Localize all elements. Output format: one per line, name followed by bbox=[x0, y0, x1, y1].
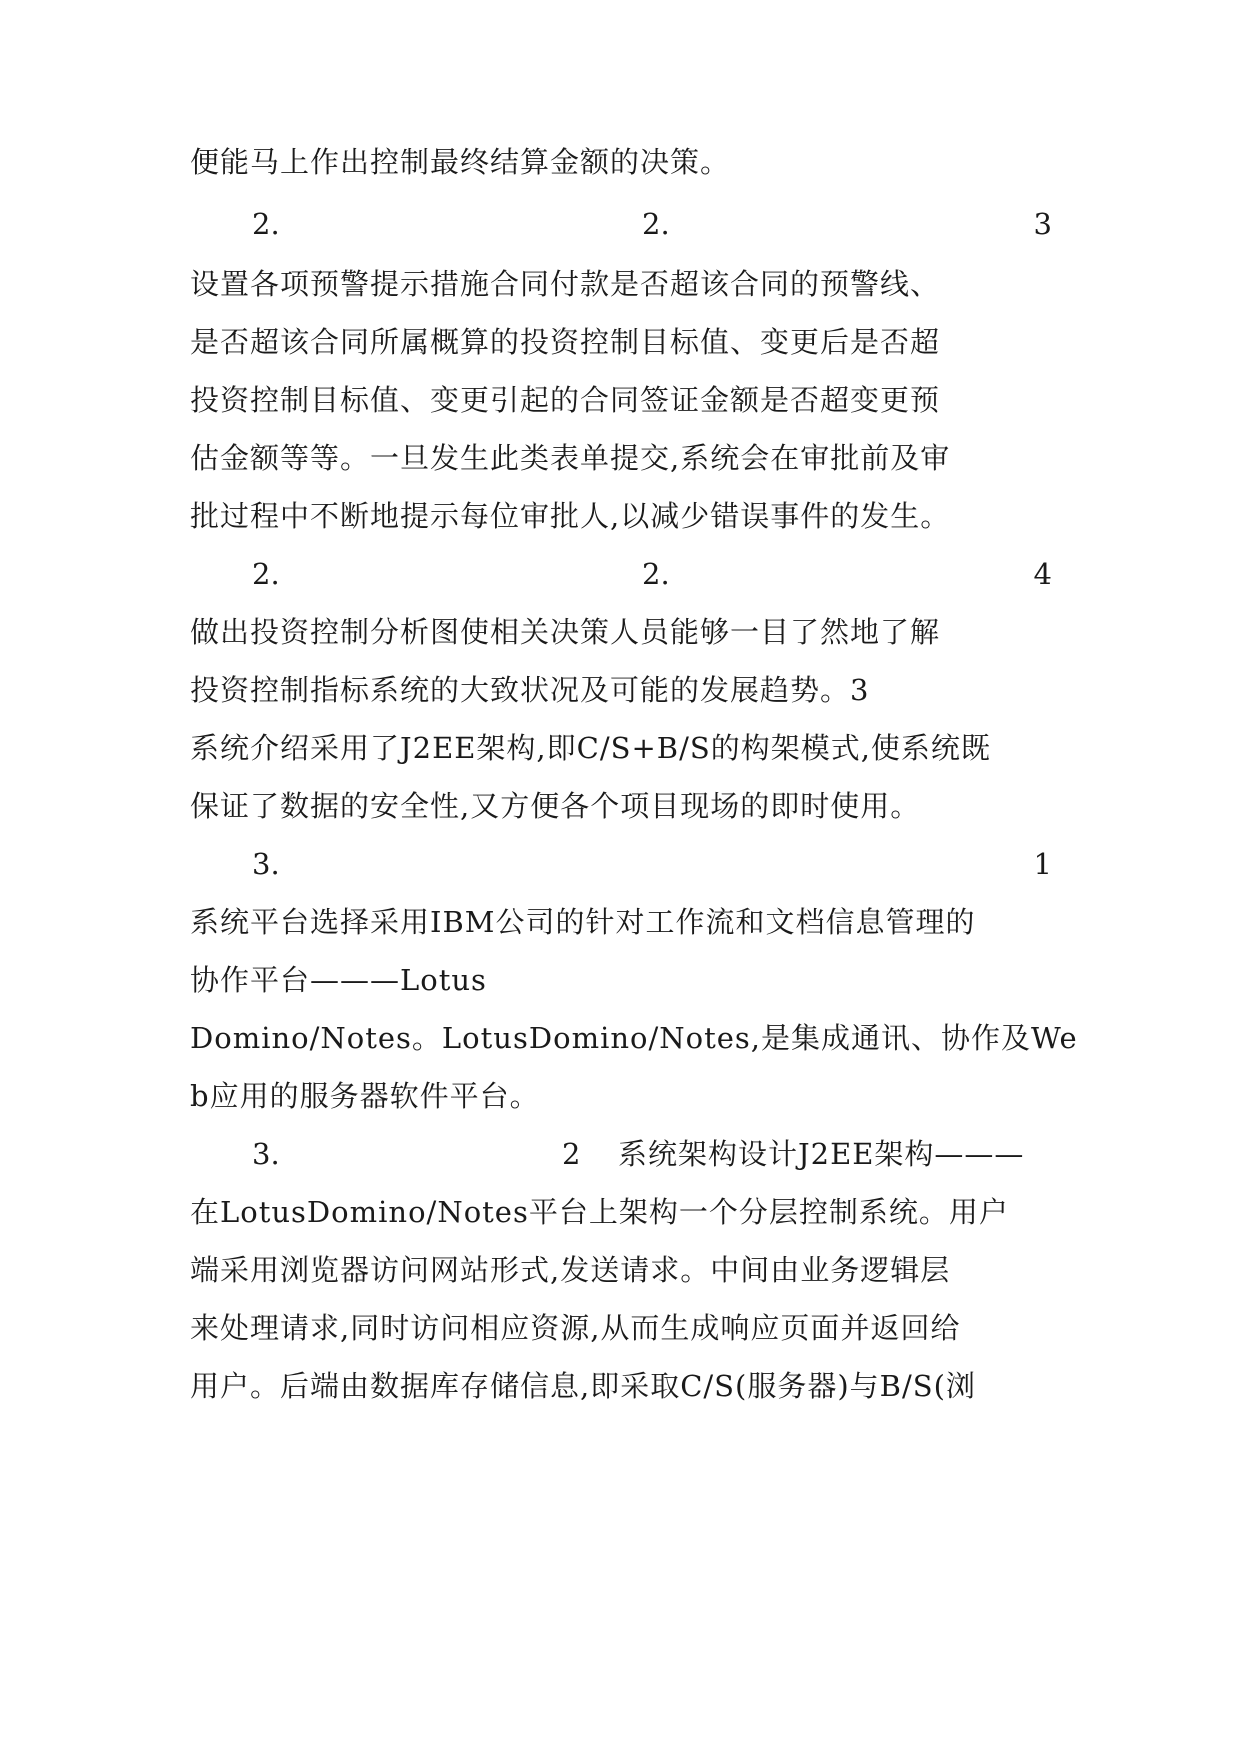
text-line-1: 便能马上作出控制最终结算金额的决策。 bbox=[190, 145, 731, 179]
text-line-14: b应用的服务器软件平台。 bbox=[190, 1079, 540, 1113]
text-line-4: 投资控制目标值、变更引起的合同签证金额是否超变更预 bbox=[190, 383, 941, 417]
text-line-5: 估金额等等。一旦发生此类表单提交,系统会在审批前及审 bbox=[190, 441, 951, 475]
text-line-8: 投资控制指标系统的大致状况及可能的发展趋势。3 bbox=[190, 673, 870, 707]
section-number-part-1: 2. bbox=[252, 557, 280, 591]
text-line-9: 系统介绍采用了J2EE架构,即C/S+B/S的构架模式,使系统既 bbox=[190, 731, 991, 765]
text-line-16: 端采用浏览器访问网站形式,发送请求。中间由业务逻辑层 bbox=[190, 1253, 951, 1287]
section-heading-text: 系统架构设计J2EE架构——— bbox=[618, 1137, 1025, 1171]
section-number-part-2: 2 bbox=[562, 1137, 581, 1171]
text-line-13: Domino/Notes。LotusDomino/Notes,是集成通讯、协作及We bbox=[190, 1021, 1078, 1055]
text-line-10: 保证了数据的安全性,又方便各个项目现场的即时使用。 bbox=[190, 789, 921, 823]
section-number-part-3: 3 bbox=[1033, 207, 1052, 241]
section-number-row-2 bbox=[190, 554, 1052, 594]
section-number-part-2: 2. bbox=[642, 557, 670, 591]
section-number-part-1: 2. bbox=[252, 207, 280, 241]
text-line-6: 批过程中不断地提示每位审批人,以减少错误事件的发生。 bbox=[190, 499, 951, 533]
section-number-part-1: 3. bbox=[252, 1137, 280, 1171]
text-line-18: 用户。后端由数据库存储信息,即采取C/S(服务器)与B/S(浏 bbox=[190, 1369, 976, 1403]
section-number-row-4 bbox=[190, 1134, 1052, 1174]
section-number-row-3 bbox=[190, 844, 1052, 884]
text-line-17: 来处理请求,同时访问相应资源,从而生成响应页面并返回给 bbox=[190, 1311, 961, 1345]
text-line-3: 是否超该合同所属概算的投资控制目标值、变更后是否超 bbox=[190, 325, 941, 359]
section-number-row-1 bbox=[190, 204, 1052, 244]
section-number-part-2: 2. bbox=[642, 207, 670, 241]
section-number-part-1: 3. bbox=[252, 847, 280, 881]
text-line-12: 协作平台———Lotus bbox=[190, 963, 487, 997]
section-number-part-2: 1 bbox=[1033, 847, 1052, 881]
text-line-7: 做出投资控制分析图使相关决策人员能够一目了然地了解 bbox=[190, 615, 941, 649]
text-line-2: 设置各项预警提示措施合同付款是否超该合同的预警线、 bbox=[190, 267, 941, 301]
text-line-11: 系统平台选择采用IBM公司的针对工作流和文档信息管理的 bbox=[190, 905, 976, 939]
text-line-15: 在LotusDomino/Notes平台上架构一个分层控制系统。用户 bbox=[190, 1195, 1009, 1229]
section-number-part-3: 4 bbox=[1033, 557, 1052, 591]
